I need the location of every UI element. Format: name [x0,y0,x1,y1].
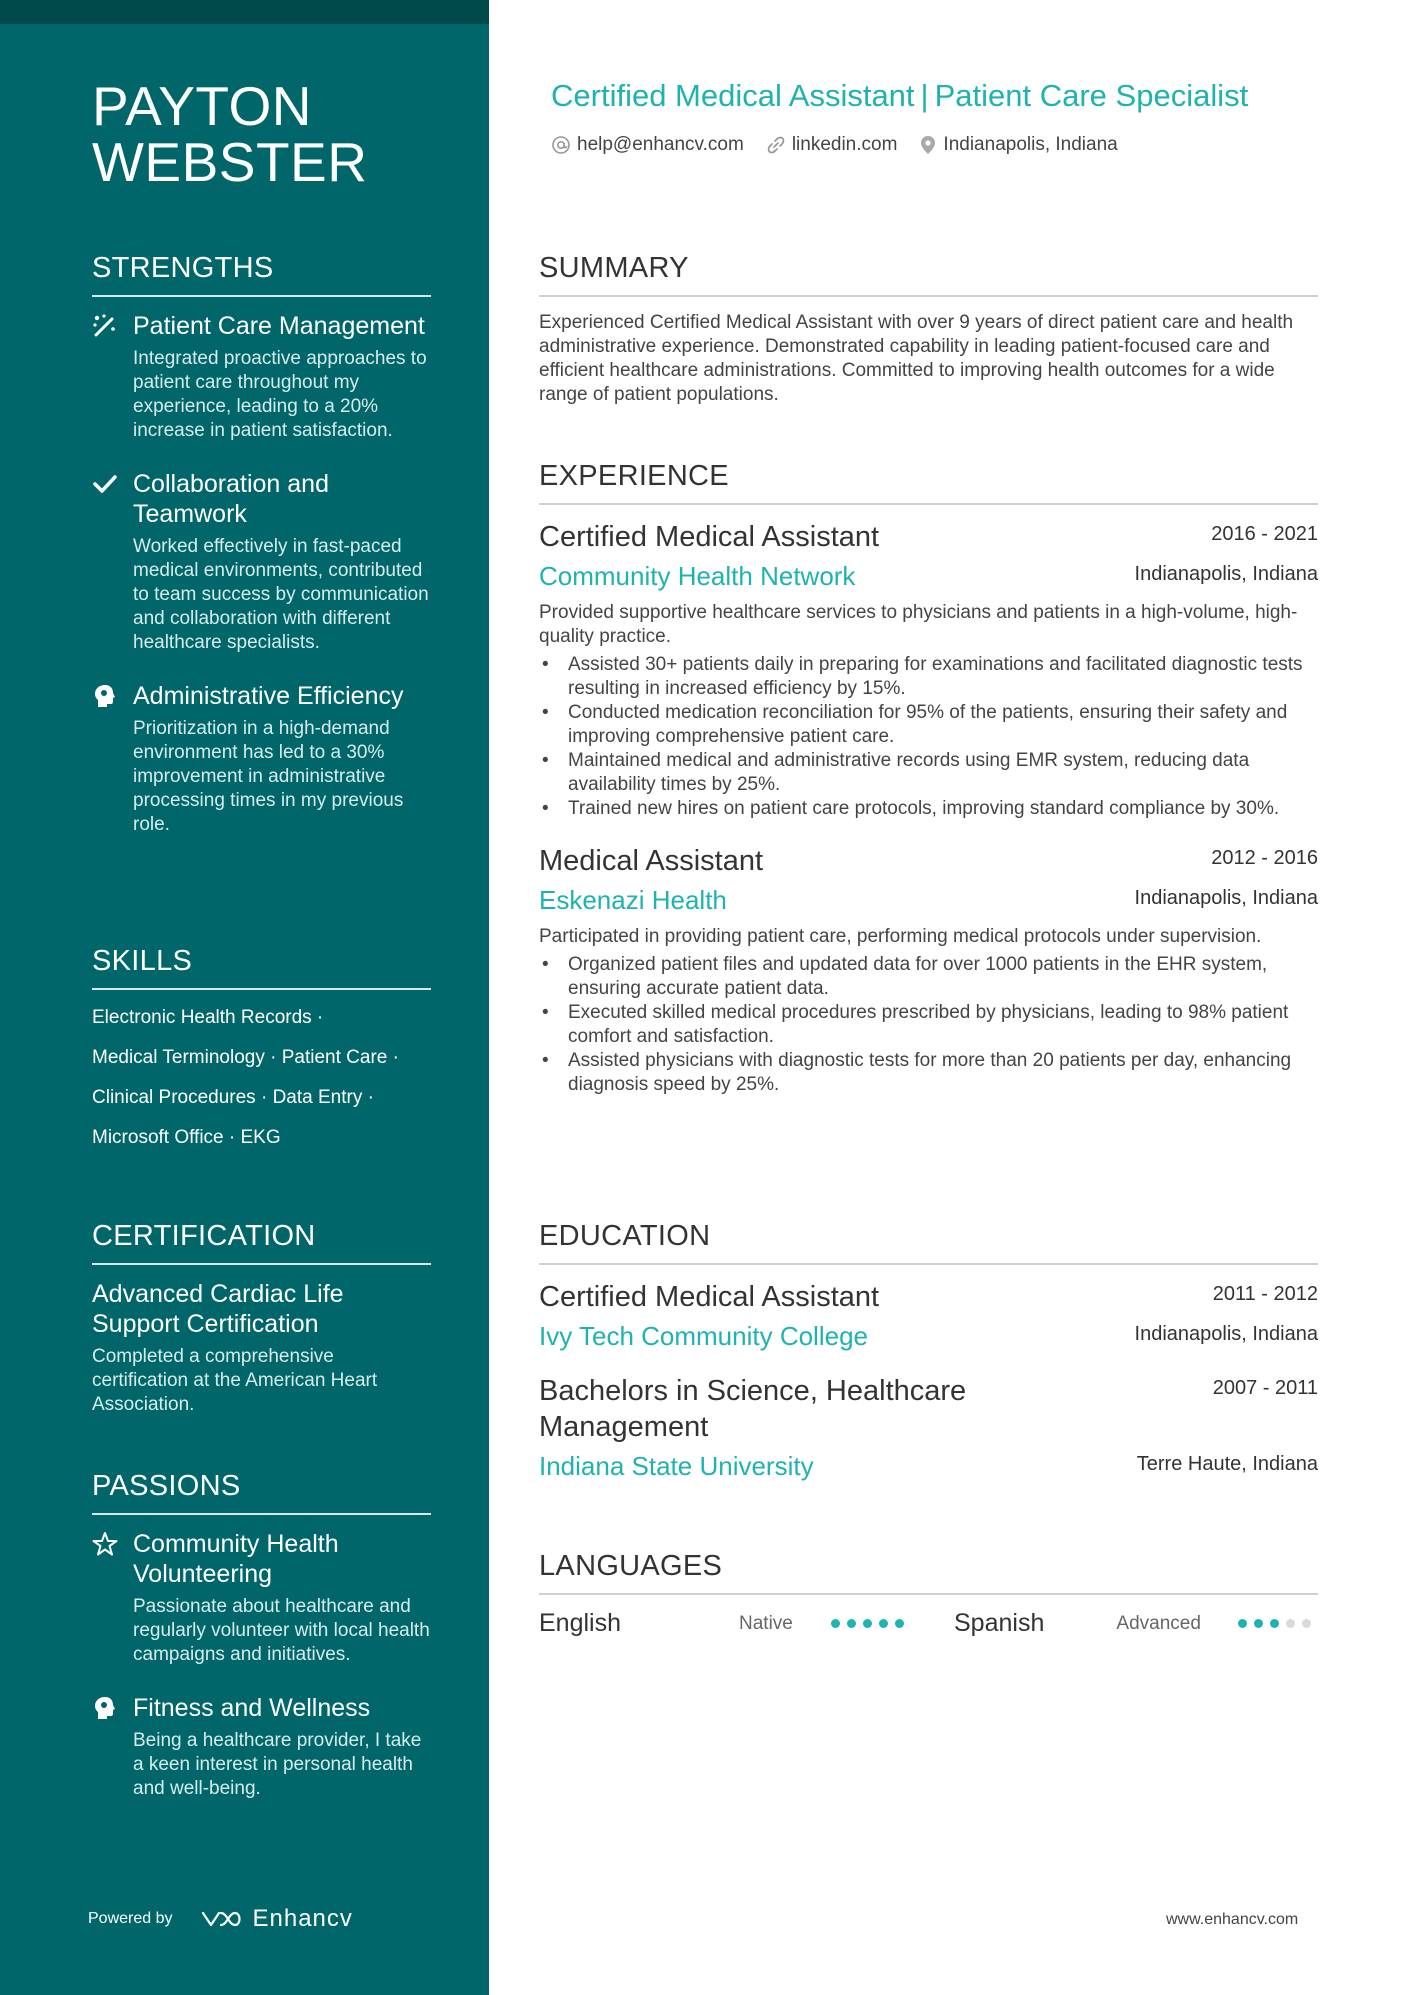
head-icon [92,1695,118,1721]
education-heading: EDUCATION [539,1220,1318,1265]
rating-dot-filled [879,1619,888,1628]
skill-line: Medical Terminology · Patient Care · [92,1047,399,1068]
language-item [954,1609,1318,1638]
strength-desc: Prioritization in a high-demand environment has led to a 30% improvement in administrative processing times in my previous role. [133,718,404,835]
enhancv-brand: Enhancv [252,1905,353,1932]
education-degree: Certified Medical Assistant [539,1281,880,1313]
job-bullet: • Conducted medication reconciliation for 95% of the patients, ensuring their safety and improving comprehensive patient care. [539,701,1318,749]
education-dates: 2011 - 2012 [1212,1283,1318,1305]
link-icon [766,135,786,155]
certification-section [92,1220,431,1417]
rating-dot-filled [895,1619,904,1628]
skills-section [92,945,431,1166]
language-item [539,1609,954,1638]
name-line-2: WEBSTER [92,131,368,193]
star-icon [92,1531,118,1557]
rating-dot-filled [1254,1619,1263,1628]
certification-heading: CERTIFICATION [92,1220,431,1265]
job-location: Indianapolis, Indiana [1134,887,1318,909]
languages-heading: LANGUAGES [539,1550,1318,1595]
enhancv-logo[interactable] [199,1905,353,1933]
strengths-heading: STRENGTHS [92,252,431,297]
skill-line: Clinical Procedures · Data Entry · [92,1087,374,1108]
passion-item [92,1693,431,1801]
powered-by-label: Powered by [88,1910,173,1927]
job-description: Participated in providing patient care, performing medical protocols under supervision. [539,926,1262,947]
headline-title-2: Patient Care Specialist [934,78,1249,113]
job-bullet: • Organized patient files and updated data for over 1000 patients in the EHR system, ensuring accurate patient data. [539,953,1318,1001]
job-bullet: • Executed skilled medical procedures prescribed by physicians, leading to 98% patient comfort and satisfaction. [539,1001,1318,1049]
education-entry [539,1373,1318,1483]
job-bullet: • Maintained medical and administrative records using EMR system, reducing data availability times by 25%. [539,749,1318,797]
job-dates: 2016 - 2021 [1211,523,1318,545]
rating-dot-filled [1270,1619,1279,1628]
skills-heading: SKILLS [92,945,431,990]
strength-item [92,469,431,655]
strength-title: Administrative Efficiency [133,682,404,710]
footer-url[interactable]: www.enhancv.com [1166,1911,1299,1928]
contact-email[interactable] [551,134,744,156]
language-rating [831,1619,911,1628]
check-icon [92,471,118,497]
contact-linkedin[interactable] [766,134,898,156]
strength-item [92,681,431,837]
job-entry [539,519,1318,821]
sidebar [0,0,489,1995]
job-title: Certified Medical Assistant [539,521,880,553]
languages-section [539,1550,1318,1638]
job-entry [539,843,1318,1097]
contact-location [919,134,1117,156]
sidebar-top-bar [0,0,489,24]
experience-section [539,460,1318,1097]
strengths-section [92,252,431,837]
contact-linkedin-text: linkedin.com [791,134,898,155]
powered-by [88,1905,353,1933]
rating-dot-empty [1286,1619,1295,1628]
summary-text: Experienced Certified Medical Assistant with over 9 years of direct patient care and health administrative experience. Demonstrated capability in leading patient-focused care and efficient healthcare administrations. Committed to improving health outcomes for a wide range of patient populations. [539,312,1294,405]
job-location: Indianapolis, Indiana [1134,563,1318,585]
passion-desc: Being a healthcare provider, I take a keen interest in personal health and well-being. [133,1730,422,1799]
education-degree: Bachelors in Science, Healthcare Management [539,1375,967,1443]
education-school: Ivy Tech Community College [539,1321,868,1351]
at-icon [551,135,571,155]
languages-row [539,1609,1318,1638]
job-description: Provided supportive healthcare services to physicians and patients in a high-volume, high-quality practice. [539,602,1298,647]
language-name: Spanish [954,1609,1045,1637]
candidate-name [92,75,452,193]
headline-title-1: Certified Medical Assistant [551,78,915,113]
name-line-1: PAYTON [92,75,312,137]
rating-dot-filled [831,1619,840,1628]
rating-dot-filled [847,1619,856,1628]
enhancv-logo-icon [199,1907,245,1931]
language-level: Native [739,1612,793,1634]
job-bullet: • Assisted 30+ patients daily in preparing for examinations and facilitated diagnostic tests resulting in increased efficiency by 15%. [539,653,1318,701]
passion-desc: Passionate about healthcare and regularly volunteer with local health campaigns and initiatives. [133,1596,430,1665]
passion-title: Community Health Volunteering [133,1530,339,1588]
passion-title: Fitness and Wellness [133,1694,371,1722]
skill-line: Microsoft Office · EKG [92,1127,281,1148]
certification-title: Advanced Cardiac Life Support Certification [92,1280,344,1338]
education-section [539,1220,1318,1483]
education-entry [539,1279,1318,1353]
rating-dot-empty [1302,1619,1311,1628]
job-dates: 2012 - 2016 [1211,847,1318,869]
education-dates: 2007 - 2011 [1212,1377,1318,1399]
language-level: Advanced [1116,1612,1201,1634]
passions-heading: PASSIONS [92,1470,431,1515]
strength-desc: Integrated proactive approaches to patient care throughout my experience, leading to a 20% increase in patient satisfaction. [133,348,427,441]
job-bullets [539,653,1318,821]
headline-separator: | [920,78,929,113]
passions-section [92,1470,431,1801]
strength-title: Patient Care Management [133,312,425,340]
strength-title: Collaboration and Teamwork [133,470,329,528]
strength-item [92,311,431,443]
passion-item [92,1529,431,1667]
job-title: Medical Assistant [539,845,764,877]
experience-heading: EXPERIENCE [539,460,1318,505]
job-bullets [539,953,1318,1097]
skill-line: Electronic Health Records · [92,1007,324,1028]
job-company: Eskenazi Health [539,885,727,915]
education-school: Indiana State University [539,1451,814,1481]
education-location: Terre Haute, Indiana [1136,1453,1318,1475]
skills-list [92,1006,431,1150]
summary-heading: SUMMARY [539,252,1318,297]
contact-email-text: help@enhancv.com [577,134,744,155]
language-name: English [539,1609,621,1637]
headline [551,78,1331,114]
rating-dot-filled [863,1619,872,1628]
job-company: Community Health Network [539,561,856,591]
location-pin-icon [919,135,937,155]
education-location: Indianapolis, Indiana [1134,1323,1318,1345]
contact-location-text: Indianapolis, Indiana [943,134,1118,155]
certification-desc: Completed a comprehensive certification at the American Heart Association. [92,1346,378,1415]
summary-section [539,252,1318,407]
contact-row [551,134,1140,156]
head-icon [92,683,118,709]
language-rating [1238,1619,1318,1628]
job-bullet: • Trained new hires on patient care protocols, improving standard compliance by 30%. [539,797,1318,821]
wand-icon [92,313,118,339]
rating-dot-filled [1238,1619,1247,1628]
job-bullet: • Assisted physicians with diagnostic tests for more than 20 patients per day, enhancing diagnosis speed by 25%. [539,1049,1318,1097]
strength-desc: Worked effectively in fast-paced medical environments, contributed to team success by communication and collaboration with different healthcare specialists. [133,536,429,653]
